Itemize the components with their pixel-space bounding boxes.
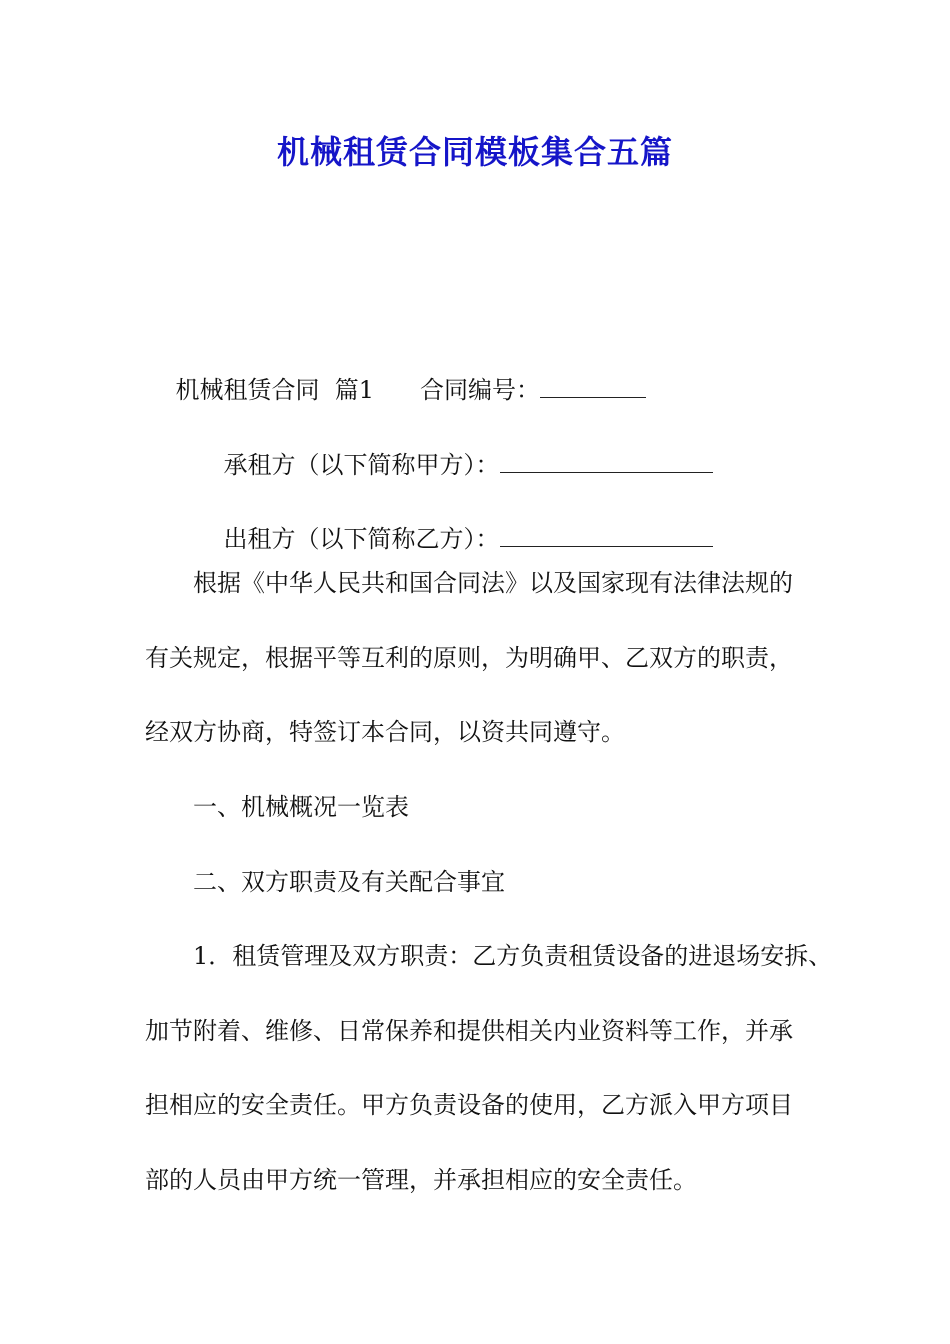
lessor-blank <box>500 528 713 547</box>
contract-heading: 机械租赁合同 篇1 <box>175 376 375 404</box>
clause-line: 担相应的安全责任。甲方负责设备的使用，乙方派入甲方项目 <box>145 1091 793 1119</box>
contract-no-label: 合同编号： <box>420 376 541 404</box>
contract-no-blank <box>540 379 646 398</box>
section-heading: 二、双方职责及有关配合事宜 <box>193 868 505 896</box>
preamble-line: 经双方协商，特签订本合同，以资共同遵守。 <box>145 718 625 746</box>
lessee-label: 承租方（以下简称甲方）： <box>223 451 500 479</box>
section-heading: 一、机械概况一览表 <box>193 793 409 821</box>
document-title: 机械租赁合同模板集合五篇 <box>276 133 673 171</box>
clause-line: 加节附着、维修、日常保养和提供相关内业资料等工作，并承 <box>145 1017 793 1045</box>
clause-line: 1．租赁管理及双方职责：乙方负责租赁设备的进退场安拆、 <box>193 942 833 970</box>
lessee-blank <box>500 454 713 473</box>
clause-line: 部的人员由甲方统一管理，并承担相应的安全责任。 <box>145 1166 697 1194</box>
lessor-label: 出租方（以下简称乙方）： <box>223 525 500 553</box>
preamble-line: 根据《中华人民共和国合同法》以及国家现有法律法规的 <box>193 569 793 597</box>
preamble-line: 有关规定，根据平等互利的原则，为明确甲、乙双方的职责， <box>145 644 793 672</box>
